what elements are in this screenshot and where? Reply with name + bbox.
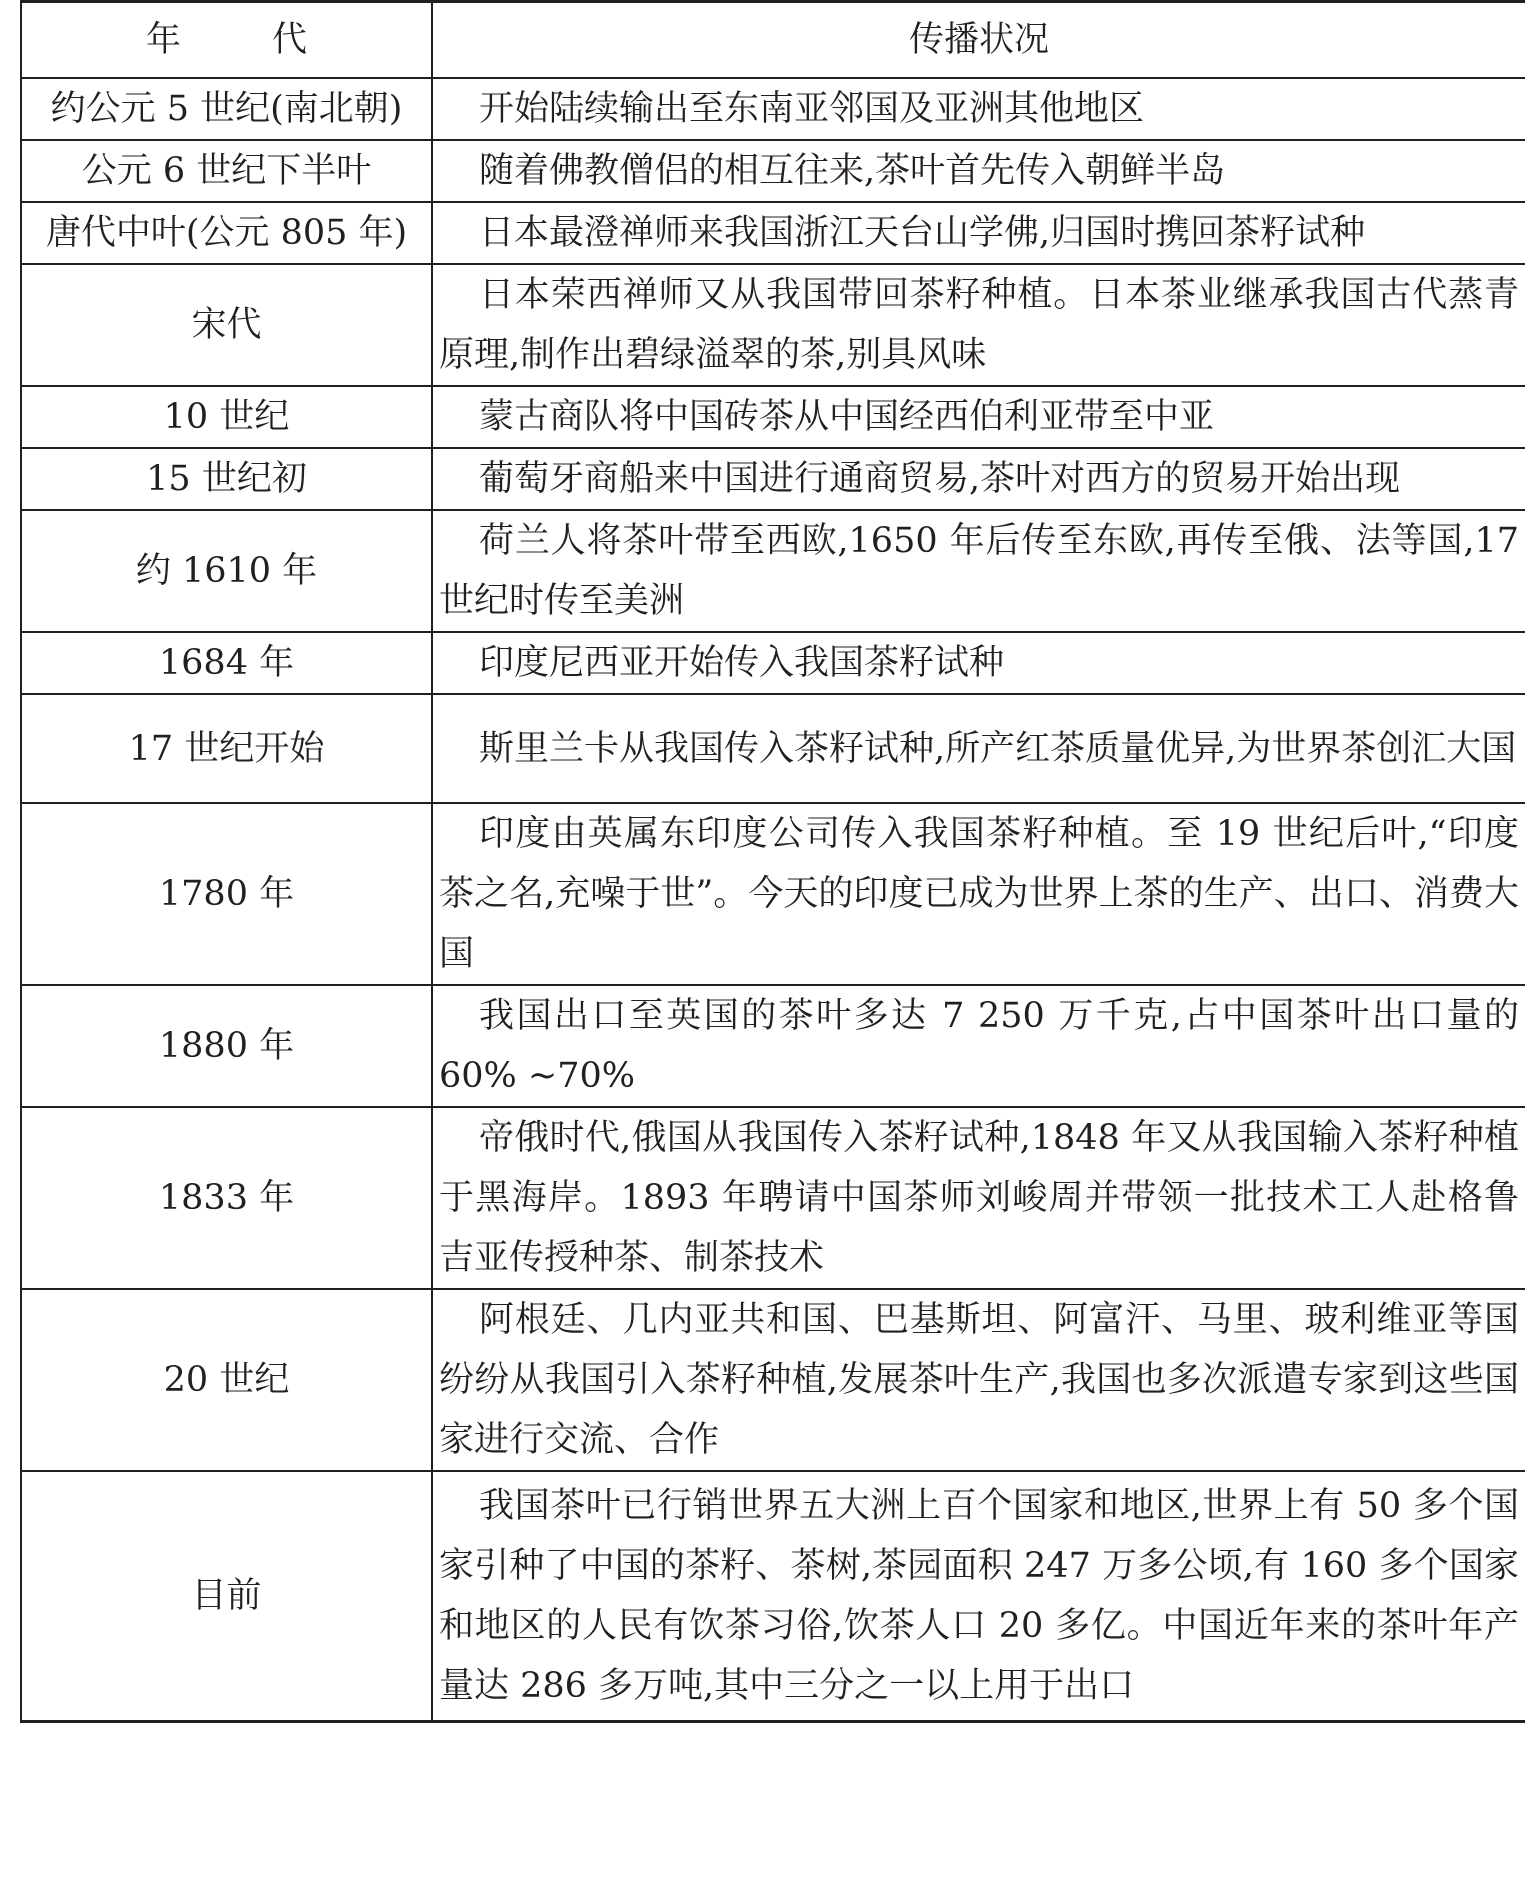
era-cell: 目前 (21, 1471, 432, 1721)
table-row (21, 264, 1525, 386)
era-cell: 公元 6 世纪下半叶 (21, 140, 432, 202)
table-row (21, 78, 1525, 140)
table-row (21, 386, 1525, 448)
header-status: 传播状况 (432, 2, 1525, 79)
status-cell: 日本荣西禅师又从我国带回茶籽种植。日本茶业继承我国古代蒸青原理,制作出碧绿溢翠的茶,别具风味 (432, 264, 1525, 386)
table-row (21, 202, 1525, 264)
era-cell: 唐代中叶(公元 805 年) (21, 202, 432, 264)
era-cell: 17 世纪开始 (21, 694, 432, 803)
era-cell: 1780 年 (21, 803, 432, 985)
table-row (21, 632, 1525, 694)
era-cell: 20 世纪 (21, 1289, 432, 1471)
status-cell: 蒙古商队将中国砖茶从中国经西伯利亚带至中亚 (432, 386, 1525, 448)
status-cell: 开始陆续输出至东南亚邻国及亚洲其他地区 (432, 78, 1525, 140)
status-cell: 阿根廷、几内亚共和国、巴基斯坦、阿富汗、马里、玻利维亚等国纷纷从我国引入茶籽种植,发展茶叶生产,我国也多次派遣专家到这些国家进行交流、合作 (432, 1289, 1525, 1471)
status-cell: 印度尼西亚开始传入我国茶籽试种 (432, 632, 1525, 694)
status-cell: 葡萄牙商船来中国进行通商贸易,茶叶对西方的贸易开始出现 (432, 448, 1525, 510)
table-row (21, 1471, 1525, 1721)
status-cell: 荷兰人将茶叶带至西欧,1650 年后传至东欧,再传至俄、法等国,17 世纪时传至美洲 (432, 510, 1525, 632)
table-row (21, 1107, 1525, 1289)
status-cell: 我国茶叶已行销世界五大洲上百个国家和地区,世界上有 50 多个国家引种了中国的茶籽、茶树,茶园面积 247 万多公顷,有 160 多个国家和地区的人民有饮茶习俗,饮茶人口 20 多亿。中国近年来的茶叶年产量达 286 多万吨,其中三分之一以上用于出口 (432, 1471, 1525, 1721)
era-cell: 1880 年 (21, 985, 432, 1107)
table-row (21, 140, 1525, 202)
table-row (21, 448, 1525, 510)
era-cell: 约公元 5 世纪(南北朝) (21, 78, 432, 140)
era-cell: 15 世纪初 (21, 448, 432, 510)
status-cell: 帝俄时代,俄国从我国传入茶籽试种,1848 年又从我国输入茶籽种植于黑海岸。1893 年聘请中国茶师刘峻周并带领一批技术工人赴格鲁吉亚传授种茶、制茶技术 (432, 1107, 1525, 1289)
header-era: 年 代 (21, 2, 432, 79)
tea-spread-table (20, 0, 1525, 1723)
era-cell: 10 世纪 (21, 386, 432, 448)
status-cell: 日本最澄禅师来我国浙江天台山学佛,归国时携回茶籽试种 (432, 202, 1525, 264)
table-row (21, 510, 1525, 632)
era-cell: 约 1610 年 (21, 510, 432, 632)
table-row (21, 694, 1525, 803)
status-cell: 印度由英属东印度公司传入我国茶籽种植。至 19 世纪后叶,“印度茶之名,充噪于世”。今天的印度已成为世界上茶的生产、出口、消费大国 (432, 803, 1525, 985)
status-cell: 我国出口至英国的茶叶多达 7 250 万千克,占中国茶叶出口量的 60% ~70% (432, 985, 1525, 1107)
era-cell: 1684 年 (21, 632, 432, 694)
table-header-row (21, 2, 1525, 79)
table-row (21, 803, 1525, 985)
status-cell: 随着佛教僧侣的相互往来,茶叶首先传入朝鲜半岛 (432, 140, 1525, 202)
status-cell: 斯里兰卡从我国传入茶籽试种,所产红茶质量优异,为世界茶创汇大国 (432, 694, 1525, 803)
table-row (21, 1289, 1525, 1471)
era-cell: 宋代 (21, 264, 432, 386)
table-row (21, 985, 1525, 1107)
era-cell: 1833 年 (21, 1107, 432, 1289)
